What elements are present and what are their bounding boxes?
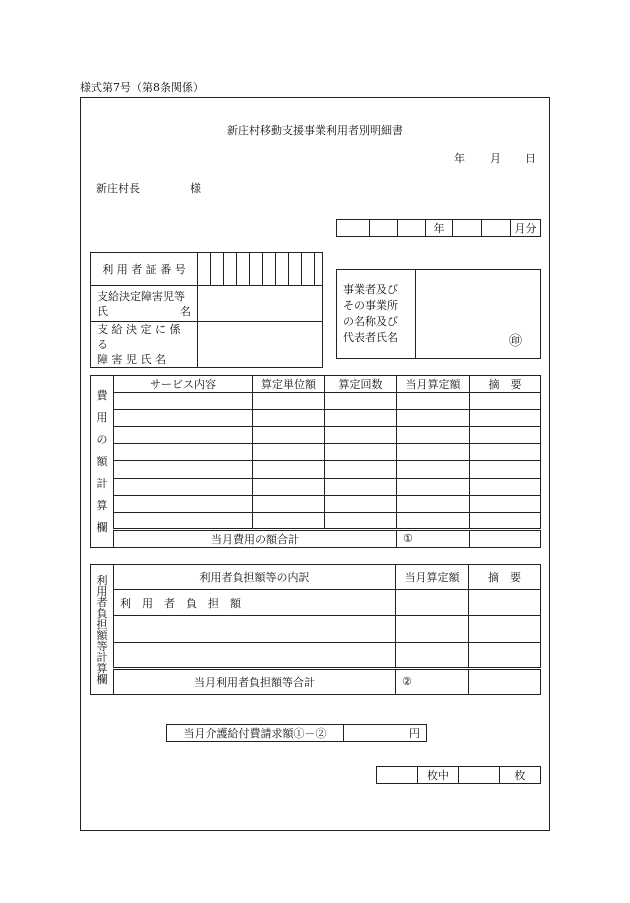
page-total-label: 枚 [500,767,541,784]
cost-cell[interactable] [470,461,541,478]
addressee-name: 新庄村長 [96,182,140,195]
period-month-label: 月分 [511,220,541,237]
cost-cell[interactable] [397,495,470,512]
cost-cell[interactable] [325,461,397,478]
page-count-table [376,766,541,784]
burden-cell[interactable] [114,642,396,668]
date-month-label: 月 [490,152,501,165]
child-label-line2: 障 害 児 氏 名 [97,353,166,366]
cost-cell[interactable] [325,495,397,512]
cost-cell[interactable] [114,478,253,495]
cost-cell[interactable] [253,512,325,529]
col-header-unit: 算定単位額 [253,376,325,393]
burden-total-amount[interactable] [396,668,469,694]
user-id-label: 利 用 者 証 番 号 [91,253,198,286]
cost-cell[interactable] [470,478,541,495]
cost-side-char: 欄 [96,520,108,534]
burden-cell[interactable] [469,590,541,616]
cost-cell[interactable] [253,410,325,427]
burden-cell[interactable] [469,642,541,668]
burden-row-label: 利 用 者 負 担 額 [114,590,396,616]
cost-cell[interactable] [114,512,253,529]
cost-cell[interactable] [114,427,253,444]
cost-cell[interactable] [470,410,541,427]
burden-total-remarks[interactable] [469,668,541,694]
addressee-honorific: 様 [190,182,201,195]
period-cell[interactable] [337,220,370,237]
guardian-name-field[interactable] [198,286,323,322]
burden-total-marker: ② [402,675,412,689]
seal-mark: ㊞ [508,334,522,349]
cost-total-amount[interactable] [397,529,470,547]
period-cell[interactable] [453,220,482,237]
guardian-label-2b: 名 [180,304,191,318]
cost-cell[interactable] [114,393,253,410]
burden-side-label [91,565,114,695]
cost-cell[interactable] [397,461,470,478]
burden-cell[interactable] [396,642,469,668]
burden-side-char: 利 [96,573,108,587]
cost-cell[interactable] [325,393,397,410]
cost-cell[interactable] [325,444,397,461]
period-cell[interactable] [482,220,511,237]
cost-cell[interactable] [253,478,325,495]
child-name-field[interactable] [198,322,323,368]
cost-cell[interactable] [114,461,253,478]
cost-side-char: 算 [96,498,108,512]
page-current-label: 枚中 [418,767,459,784]
cost-cell[interactable] [253,461,325,478]
provider-name-field[interactable] [416,270,541,359]
cost-cell[interactable] [253,444,325,461]
cost-total-marker: ① [403,532,413,546]
user-id-digit[interactable] [224,253,237,286]
user-id-digit[interactable] [250,253,263,286]
provider-label-line: の名称及び [343,315,398,328]
cost-cell[interactable] [397,410,470,427]
burden-side-char: 担 [96,617,108,631]
burden-header-remarks: 摘 要 [469,565,541,590]
cost-side-char: 費 [96,388,108,402]
provider-label-line: 代表者氏名 [343,331,398,344]
cost-cell[interactable] [253,495,325,512]
guardian-label-2a: 氏 [97,304,108,318]
col-header-amount: 当月算定額 [397,376,470,393]
burden-table [90,564,541,695]
recipient-table [90,252,323,368]
page-current-field[interactable] [377,767,418,784]
cost-side-label [91,376,114,548]
cost-side-char: 用 [96,410,108,424]
user-id-digit[interactable] [263,253,276,286]
cost-cell[interactable] [397,512,470,529]
user-id-digit[interactable] [276,253,289,286]
date-day-label: 日 [525,152,536,165]
guardian-label-line2 [97,304,191,319]
burden-side-char: 負 [96,606,108,620]
user-id-digit[interactable] [289,253,302,286]
form-number: 様式第7号（第8条関係） [80,81,204,94]
user-id-digit[interactable] [302,253,315,286]
cost-cell[interactable] [470,495,541,512]
burden-side-char: 者 [96,595,108,609]
burden-side-char: 額 [96,628,108,642]
cost-table [90,375,541,548]
guardian-label-line1: 支給決定障害児等 [97,289,185,303]
provider-label-line: その事業所 [343,299,398,312]
burden-side-char: 算 [96,661,108,675]
claim-table [166,724,427,742]
burden-total-label: 当月利用者負担額等合計 [114,668,396,694]
col-header-count: 算定回数 [325,376,397,393]
cost-total-remarks[interactable] [470,529,541,547]
burden-header-amount: 当月算定額 [396,565,469,590]
user-id-digit[interactable] [237,253,250,286]
cost-side-char: 計 [96,476,108,490]
date-year-label: 年 [454,152,465,165]
user-id-digit[interactable] [198,253,211,286]
cost-cell[interactable] [325,478,397,495]
period-table [336,219,541,237]
burden-side-char: 等 [96,639,108,653]
provider-label-line: 事業者及び [343,283,398,296]
burden-header-breakdown: 利用者負担額等の内訳 [114,565,396,590]
claim-label: 当月介護給付費請求額①－② [167,725,344,742]
provider-table [336,269,541,359]
cost-cell[interactable] [397,444,470,461]
child-name-label [91,322,198,368]
cost-cell[interactable] [397,478,470,495]
cost-cell[interactable] [470,512,541,529]
claim-unit: 円 [409,727,420,740]
burden-cell[interactable] [396,616,469,642]
cost-cell[interactable] [253,427,325,444]
burden-cell[interactable] [469,616,541,642]
burden-cell[interactable] [114,616,396,642]
cost-cell[interactable] [114,410,253,427]
claim-amount-field[interactable] [344,725,427,742]
cost-total-label: 当月費用の額合計 [114,529,397,547]
cost-cell[interactable] [470,427,541,444]
guardian-name-label [91,286,198,322]
cost-cell[interactable] [470,444,541,461]
cost-cell[interactable] [325,512,397,529]
period-cell[interactable] [398,220,426,237]
col-header-remarks: 摘 要 [470,376,541,393]
child-label-line1: 支 給 決 定 に 係 る [97,323,181,351]
cost-cell[interactable] [470,393,541,410]
cost-cell[interactable] [114,444,253,461]
burden-side-char: 用 [96,584,108,598]
user-id-digit[interactable] [211,253,224,286]
burden-cell[interactable] [396,590,469,616]
cost-cell[interactable] [397,427,470,444]
burden-side-char: 計 [96,650,108,664]
period-cell[interactable] [370,220,398,237]
cost-cell[interactable] [325,427,397,444]
cost-cell[interactable] [397,393,470,410]
cost-cell[interactable] [114,495,253,512]
user-id-digit[interactable] [315,253,323,286]
period-year-label: 年 [426,220,453,237]
col-header-service: サービス内容 [114,376,253,393]
cost-side-char: の [96,432,108,446]
burden-side-char: 欄 [96,672,108,686]
cost-cell[interactable] [325,410,397,427]
provider-label [337,270,416,359]
cost-side-char: 額 [96,454,108,468]
page-total-field[interactable] [459,767,500,784]
cost-cell[interactable] [253,393,325,410]
form-title: 新庄村移動支援事業利用者別明細書 [227,124,403,137]
